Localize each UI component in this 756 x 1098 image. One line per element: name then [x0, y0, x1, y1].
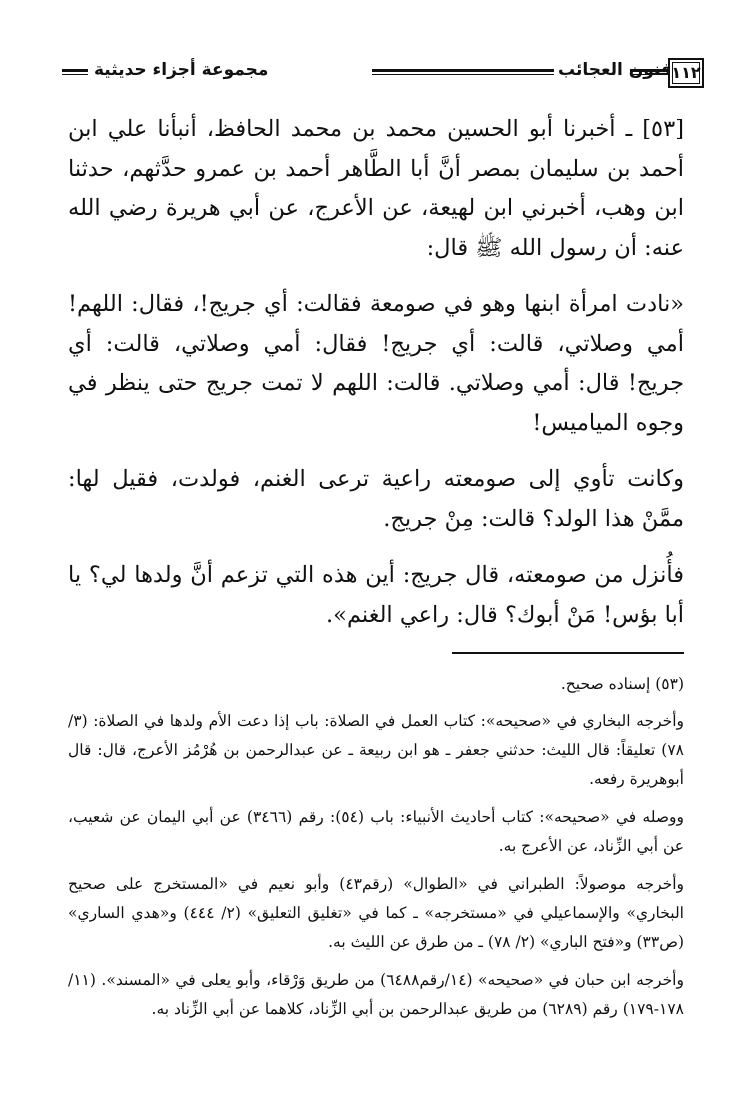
footnote-item: وأخرجه البخاري في «صحيحه»: كتاب العمل في الصلاة: باب إذا دعت الأم ولدها في الصلاة: (٣/ ٧٨) تعليقاً: قال الليث: حدثني جعفر ـ هو ابن ربيعة ـ عن عبدالرحمن بن هُرْمُز الأعرج، قال: قال أبوهريرة رفعه.	[68, 712, 684, 788]
hadith-text-paragraph: وكانت تأوي إلى صومعته راعية ترعى الغنم، فولدت، فقيل لها: ممَّنْ هذا الولد؟ قالت: مِنْ جريج.	[68, 466, 684, 532]
header-rule-left	[62, 69, 88, 75]
hadith-text-paragraph: «نادت امرأة ابنها وهو في صومعة فقالت: أي جريج!، فقال: اللهم! أمي وصلاتي، قالت: أي جريج! فقال: أمي وصلاتي، قالت: أي جريج! قال: أمي وصلاتي. قالت: اللهم لا تمت جريج حتى ينظر في وجوه المياميس!	[68, 291, 684, 436]
running-header	[62, 58, 702, 94]
footnote-item: (٥٣) إسناده صحيح.	[560, 675, 684, 693]
footnote-item: ووصله في «صحيحه»: كتاب أحاديث الأنبياء: باب (٥٤): رقم (٣٤٦٦) عن أبي اليمان عن شعيب، عن أبي الزِّناد، عن الأعرج به.	[68, 808, 684, 855]
footnote-item: وأخرجه ابن حبان في «صحيحه» (١٤/رقم٦٤٨٨) من طريق وَرْقاء، وأبو يعلى في «المسند». (١١/ ١٧٨-١٧٩) رقم (٦٢٨٩) من طريق عبدالرحمن بن أبي الزِّناد، كلاهما عن أبي الزِّناد به.	[68, 971, 684, 1018]
hadith-text-paragraph: فأُنزل من صومعته، قال جريج: أين هذه التي تزعم أنَّ ولدها لي؟ يا أبا بؤس! مَنْ أبوك؟ قال: راعي الغنم».	[68, 562, 684, 628]
main-text	[68, 110, 684, 652]
hadith-isnad-paragraph: [٥٣] ـ أخبرنا أبو الحسين محمد بن محمد الحافظ، أنبأنا علي ابن أحمد بن سليمان بمصر أنَّ أبا الطَّاهر أحمد بن عمرو حدَّثهم، حدثنا ابن وهب، أخبرني ابن لهيعة، عن الأعرج، عن أبي هريرة رضي الله عنه: أن رسول الله ﷺ قال:	[68, 116, 684, 261]
header-rule-right	[630, 69, 668, 75]
header-rule-middle	[372, 69, 554, 75]
footnotes	[68, 670, 684, 1033]
book-title: فنون العجائب	[558, 60, 672, 80]
series-title: مجموعة أجزاء حديثية	[94, 60, 269, 80]
footnote-separator	[452, 652, 684, 654]
page-number: ١١٢	[668, 58, 704, 88]
footnote-item: وأخرجه موصولاً: الطبراني في «الطوال» (رقم٤٣) وأبو نعيم في «المستخرج على صحيح البخاري» والإسماعيلي في «مستخرجه» ـ كما في «تغليق التعليق» (٢/ ٤٤٤) و«هدي الساري» (ص٣٣) و«فتح الباري» (٢/ ٧٨) ـ من طرق عن الليث به.	[68, 875, 684, 951]
